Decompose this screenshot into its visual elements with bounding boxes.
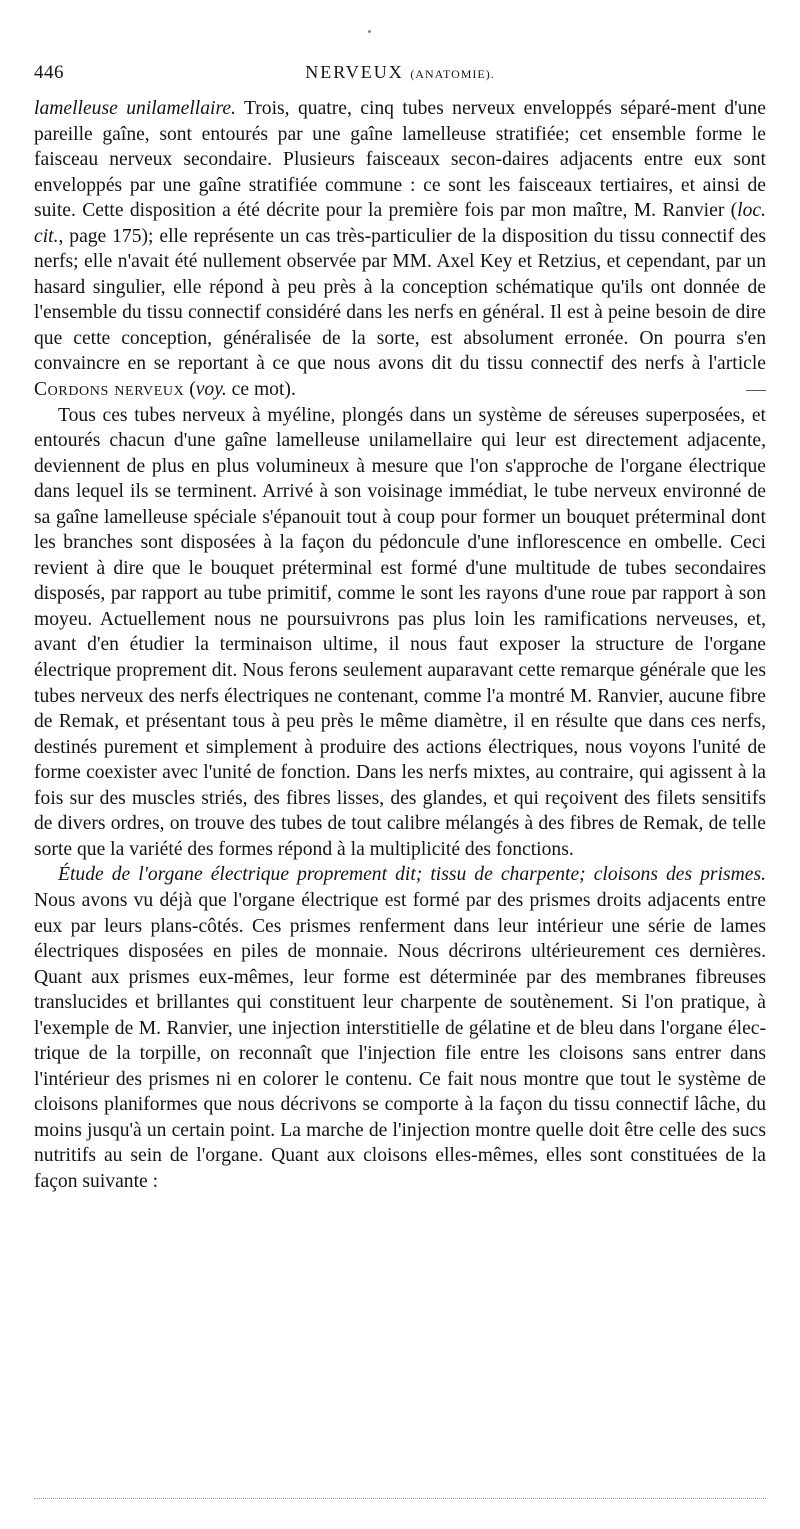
paragraph-text: Nous avons vu déjà que l'organe électrique est formé par des prismes droits adjacents entre eux par leurs plans-côtés. Ces prismes renferment dans leur intérieur une série de lames électriques disposées en piles de monnaie. Nous décrirons ultérieurement ces dernières. Quant aux prismes eux-mêmes, leur forme est déterminée par des membranes fibreuses translucides et brillantes qui constituent leur charpente de soutènement. Si l'on pratique, à l'exemple de M. Ranvier, une injection interstitielle de gélatine et de bleu dans l'organe élec-trique de la torpille, on reconnaît que l'injection file entre les cloisons sans entrer dans l'intérieur des prismes ni en colorer le contenu. Ce fait nous montre que tout le système de cloisons planiformes que nous décrivons se comporte à la façon du tissu connectif lâche, du moins jusqu'à un certain point. La marche de l'injection montre quelle doit être celle des sucs nutritifs au sein de l'organe. Quant aux cloisons elles-mêmes, elles sont constituées de la façon suivante : <box>34 889 766 1192</box>
paragraph-3 <box>34 862 766 1194</box>
running-title-sub: (ANATOMIE). <box>410 67 495 81</box>
running-title-main: NERVEUX <box>305 62 404 82</box>
paragraph-2: Tous ces tubes nerveux à myéline, plongés dans un système de séreuses superposées, et entourés chacun d'une gaîne lamelleuse unilamellaire qui leur est directement adjacente, deviennent de plus en plus volumineux à mesure que l'on s'approche de l'organe électrique dans lequel ils se terminent. Arrivé à son voisinage immédiat, le tube nerveux environné de sa gaîne lamelleuse spéciale s'épanouit tout à coup pour former un bouquet préterminal dont les branches sont disposées à la façon du pédoncule d'une inflorescence en ombelle. Ceci revient à dire que le bouquet préterminal est formé d'une multitude de tubes secondaires disposés, par rapport au tube primitif, comme le sont les rayons d'une roue par rapport à son moyeu. Actuellement nous ne poursuivrons pas plus loin les ramifications nerveuses, et, avant d'en étudier la terminaison ultime, il nous faut exposer la structure de l'organe électrique proprement dit. Nous ferons seulement auparavant cette remarque générale que les tubes nerveux des nerfs électriques ne contenant, comme l'a montré M. Ranvier, aucune fibre de Remak, et présentant tous à peu près le même diamètre, il en résulte que dans ces nerfs, destinés purement et simplement à produire des actions électriques, nous voyons l'unité de forme coexister avec l'unité de fonction. Dans les nerfs mixtes, au contraire, qui agissent à la fois sur des muscles striés, des fibres lisses, des glandes, et qui reçoivent des filets sensitifs de divers ordres, on trouve des tubes de tout calibre mélangés à des fibres de Remak, de telle sorte que la variété des formes répond à la multiplicité des fonctions. <box>34 404 766 860</box>
body-text <box>34 96 766 1195</box>
citation-loc-cit: loc. cit. <box>34 200 766 247</box>
paragraph-text: Trois, quatre, cinq tubes nerveux enveloppés séparé-ment d'une pareille gaîne, sont entourés par une gaîne lamelleuse stratifiée; cet ensemble forme le faisceau nerveux secondaire. Plusieurs faisceaux secon-daires adjacents entre eux sont enveloppés par une gaîne stratifiée commune : ce sont les faisceaux tertiaires, et ainsi de suite. Cette disposition a été décrite pour la première fois par mon maître, M. Ranvier ( <box>34 98 766 222</box>
paragraph-text: ( <box>189 379 196 401</box>
italic-voy: voy. <box>195 379 227 401</box>
paragraph-text: , page 175); elle représente un cas très-particulier de la disposition du tissu connectif des nerfs; elle n'avait été nullement observée par MM. Axel Key et Retzius, et cependant, par un hasard singulier, elle répond à peu près à la conception schématique qu'ils ont donnée de l'ensemble du tissu connectif considéré dans les nerfs en général. Il est à peine besoin de dire que cette conception, généralisée de la sorte, est absolument erronée. On pourra s'en convaincre en se reportant à ce que nous avons dit du tissu connectif des nerfs à l'article <box>34 225 766 375</box>
page-number: 446 <box>34 62 64 83</box>
italic-term: lamelleuse unilamellaire. <box>34 98 236 119</box>
running-head <box>34 62 766 88</box>
paragraph-text: ce mot). <box>226 379 296 401</box>
footer-rule <box>34 1498 766 1499</box>
book-page <box>34 0 766 1529</box>
stray-dash: — <box>746 379 766 401</box>
paragraph-1 <box>34 96 766 403</box>
running-title <box>34 62 766 83</box>
section-heading: Étude de l'organe électrique proprement dit; tissu de charpente; cloisons des prismes. <box>58 864 766 886</box>
cross-reference: Cordons nerveux <box>34 379 185 401</box>
